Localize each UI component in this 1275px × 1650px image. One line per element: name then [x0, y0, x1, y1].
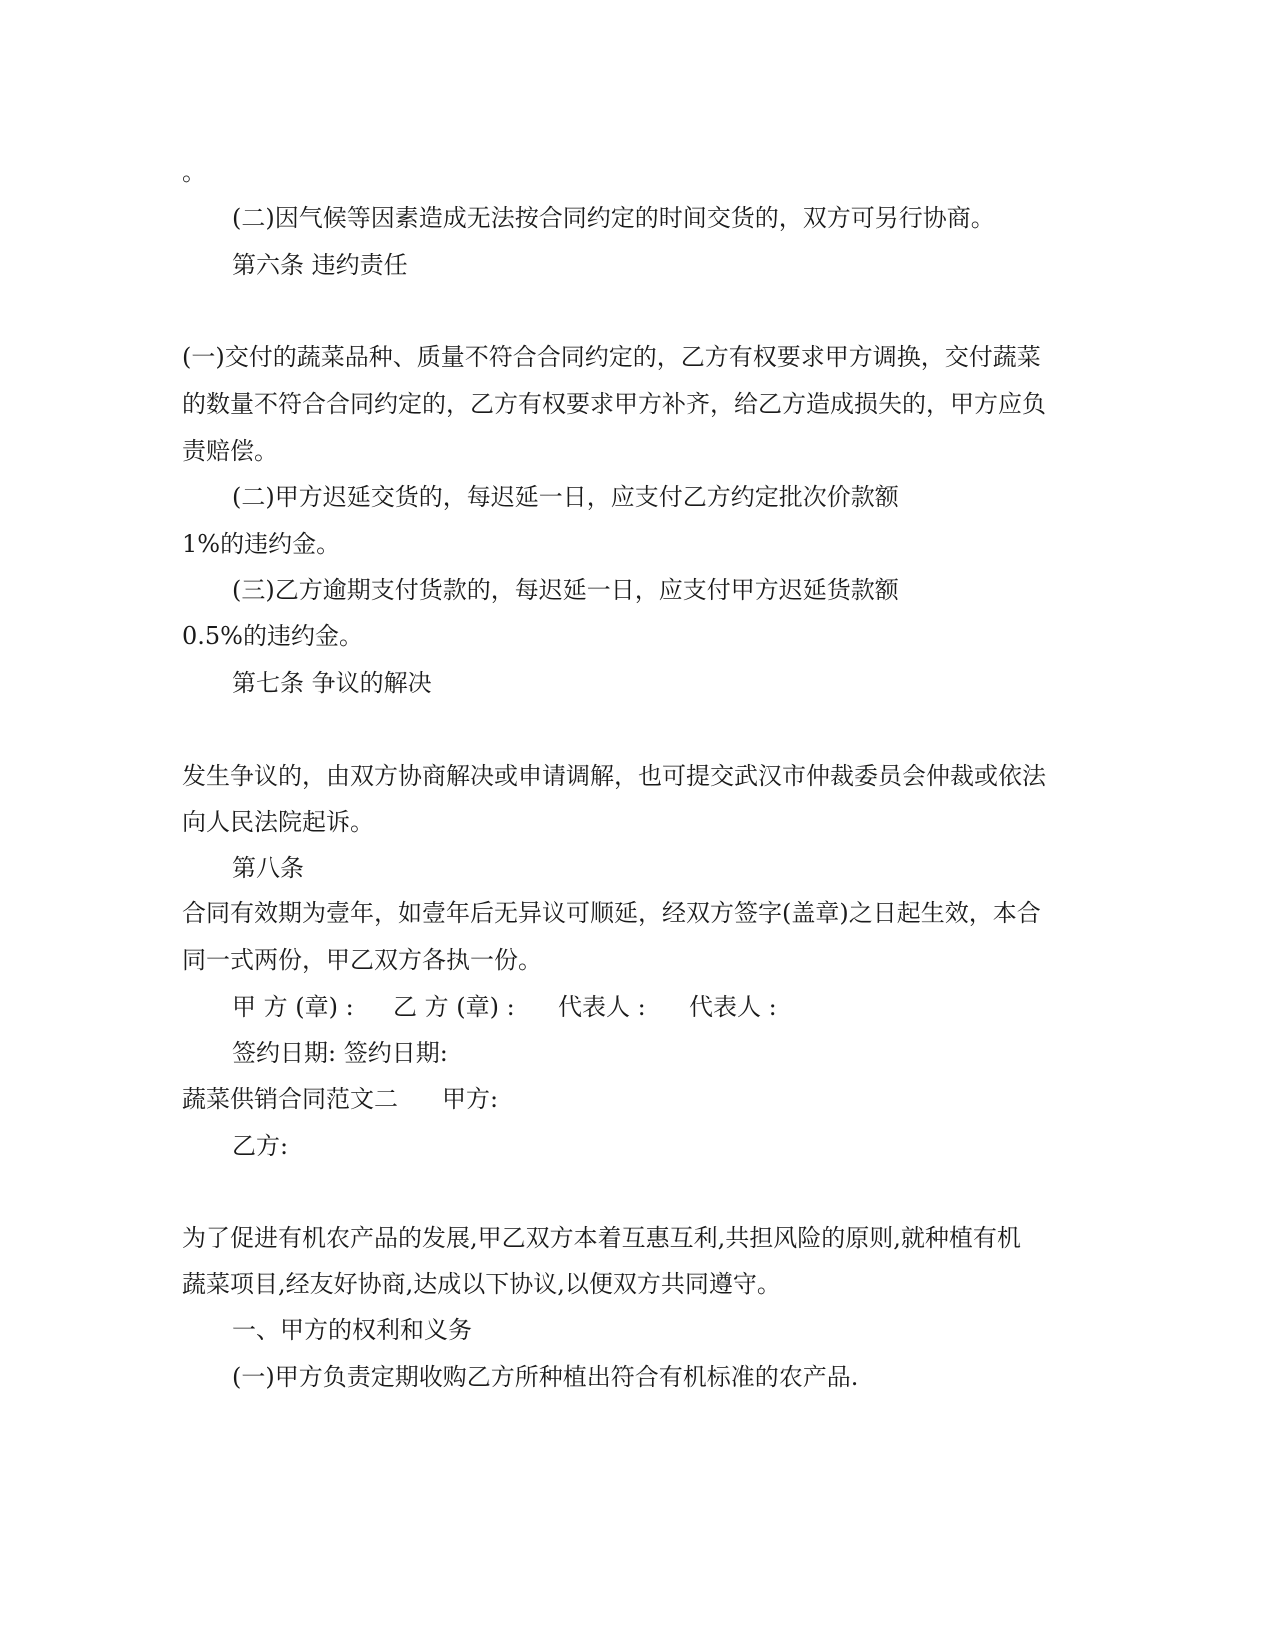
article-6-heading: 第六条 违约责任 — [232, 251, 408, 279]
party-a-seal: 甲 方 (章) : — [232, 993, 354, 1021]
template-two-section-1-heading: 一、甲方的权利和义务 — [232, 1316, 472, 1344]
party-b-seal: 乙 方 (章) : — [392, 993, 515, 1021]
clause-6-2-line-1: (二)甲方迟延交货的，每迟延一日，应支付乙方约定批次价款额 — [232, 483, 899, 511]
signature-line — [232, 992, 777, 1022]
template-two-clause-1: (一)甲方负责定期收购乙方所种植出符合有机标准的农产品. — [232, 1363, 859, 1391]
template-two-intro-line-1: 为了促进有机农产品的发展,甲乙双方本着互惠互利,共担风险的原则,就种植有机 — [182, 1224, 1021, 1252]
sign-dates: 签约日期: 签约日期: — [232, 1039, 448, 1067]
clause-6-1-line-1: (一)交付的蔬菜品种、质量不符合合同约定的，乙方有权要求甲方调换，交付蔬菜 — [182, 343, 1041, 371]
clause-6-2-line-2: 1%的违约金。 — [182, 530, 341, 558]
clause-6-1-line-2: 的数量不符合合同约定的，乙方有权要求甲方补齐，给乙方造成损失的，甲方应负 — [182, 390, 1046, 418]
article-8-text-line-2: 同一式两份，甲乙双方各执一份。 — [182, 946, 542, 974]
trailing-punctuation: 。 — [182, 158, 206, 186]
template-two-intro-line-2: 蔬菜项目,经友好协商,达成以下协议,以便双方共同遵守。 — [182, 1270, 781, 1298]
representative-a: 代表人 : — [557, 993, 646, 1021]
clause-6-1-line-3: 责赔偿。 — [182, 437, 278, 465]
clause-5-2: (二)因气候等因素造成无法按合同约定的时间交货的，双方可另行协商。 — [232, 204, 995, 232]
representative-b: 代表人 : — [688, 993, 777, 1021]
template-two-party-a: 甲方: — [442, 1085, 499, 1113]
article-7-text-line-1: 发生争议的，由双方协商解决或申请调解，也可提交武汉市仲裁委员会仲裁或依法 — [182, 762, 1046, 790]
clause-6-3-line-1: (三)乙方逾期支付货款的，每迟延一日，应支付甲方迟延货款额 — [232, 576, 899, 604]
article-8-heading: 第八条 — [232, 854, 304, 882]
article-8-text-line-1: 合同有效期为壹年，如壹年后无异议可顺延，经双方签字(盖章)之日起生效，本合 — [182, 899, 1041, 927]
article-7-text-line-2: 向人民法院起诉。 — [182, 808, 374, 836]
clause-6-3-line-2: 0.5%的违约金。 — [182, 622, 363, 650]
template-two-title: 蔬菜供销合同范文二 — [182, 1085, 398, 1113]
template-two-party-b: 乙方: — [232, 1132, 289, 1160]
article-7-heading: 第七条 争议的解决 — [232, 669, 432, 697]
